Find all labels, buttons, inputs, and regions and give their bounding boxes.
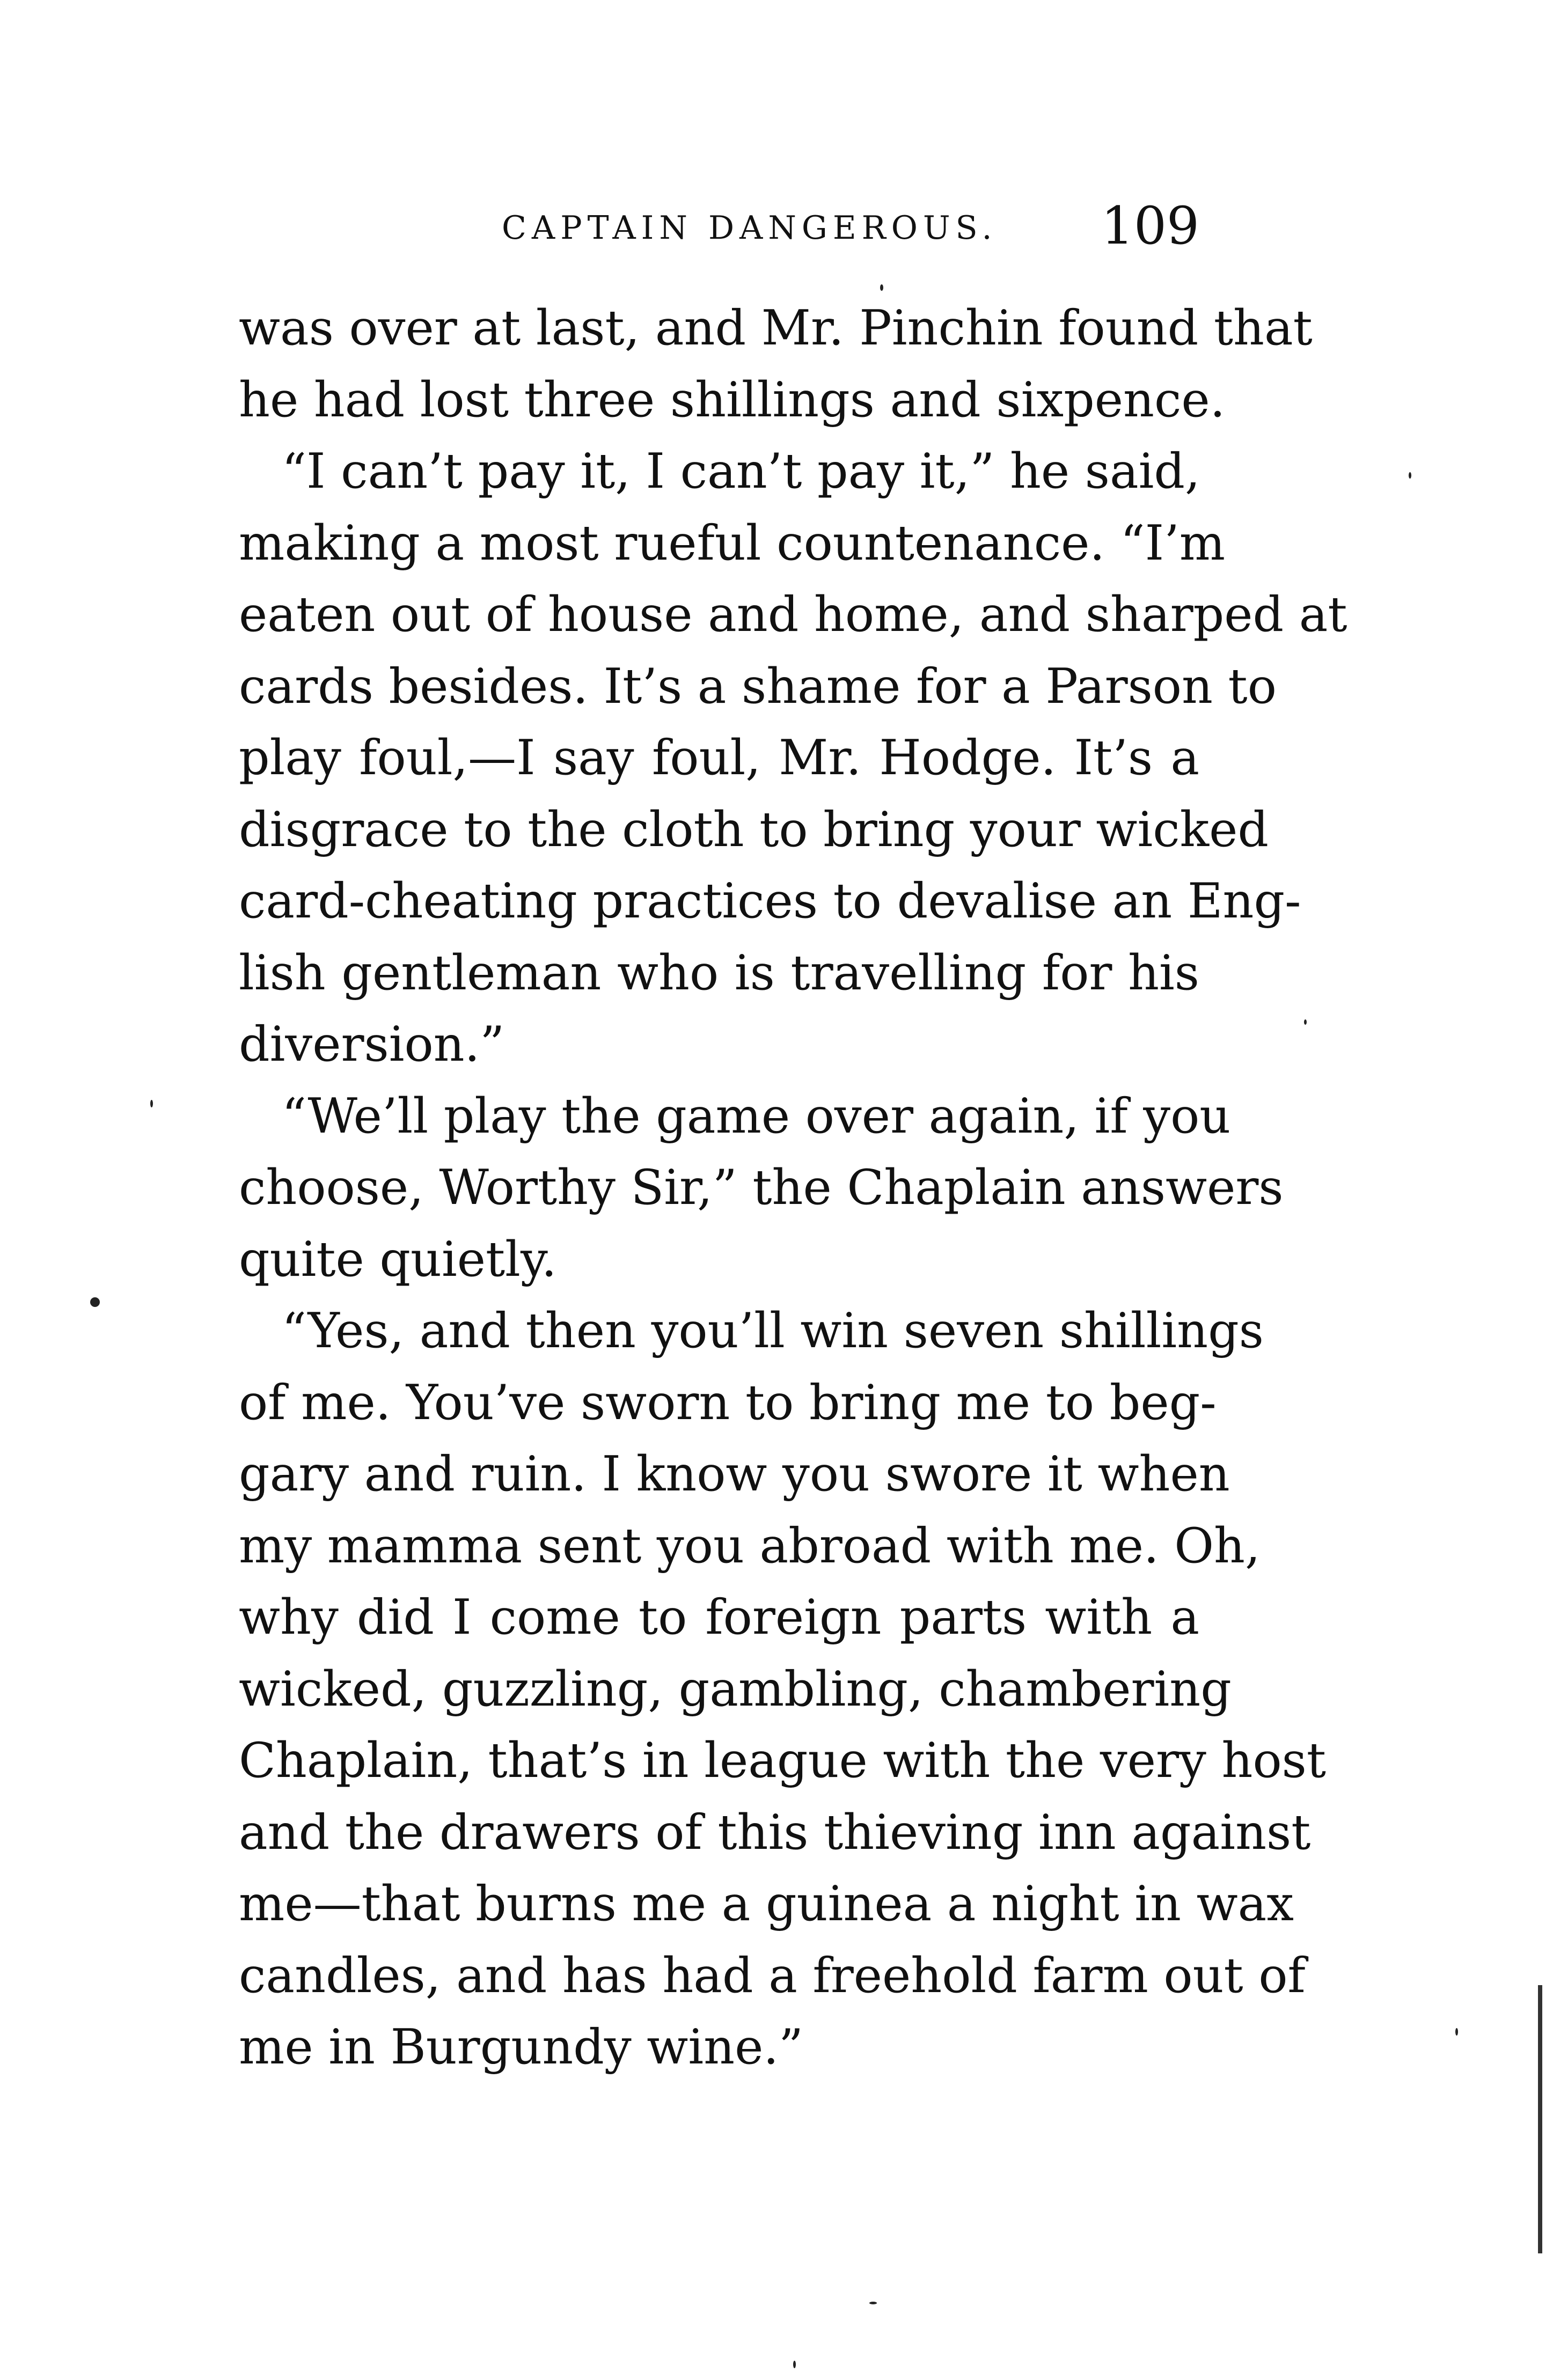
text-line: eaten out of house and home, and sharped at xyxy=(239,586,1347,643)
running-head: CAPTAIN DANGEROUS. xyxy=(502,209,998,247)
scan-speck xyxy=(1455,2028,1458,2036)
text-line: “We’ll play the game over again, if you xyxy=(282,1088,1231,1144)
scan-speck xyxy=(150,1100,153,1107)
text-line: why did I come to foreign parts with a xyxy=(239,1589,1199,1646)
text-line: my mamma sent you abroad with me. Oh, xyxy=(239,1517,1261,1574)
text-line: me—that burns me a guinea a night in wax xyxy=(239,1876,1294,1932)
scan-speck xyxy=(793,2361,796,2368)
text-line: he had lost three shillings and sixpence. xyxy=(239,371,1226,428)
text-line: making a most rueful countenance. “I’m xyxy=(239,515,1226,571)
text-line: lish gentleman who is travelling for his xyxy=(239,944,1199,1001)
text-line: me in Burgundy wine.” xyxy=(239,2019,803,2075)
text-line: of me. You’ve sworn to bring me to beg- xyxy=(239,1374,1217,1431)
scan-speck xyxy=(869,2302,877,2304)
text-line: wicked, guzzling, gambling, chambering xyxy=(239,1661,1232,1717)
text-line: Chaplain, that’s in league with the very host xyxy=(239,1732,1327,1789)
text-line: disgrace to the cloth to bring your wicked xyxy=(239,801,1269,858)
page-edge-shadow xyxy=(1538,1985,1542,2253)
text-line: cards besides. It’s a shame for a Parson to xyxy=(239,658,1277,715)
scan-speck xyxy=(1409,472,1411,479)
page-number: 109 xyxy=(1101,196,1199,256)
body-text xyxy=(239,292,1347,2083)
scan-speck xyxy=(1304,1019,1307,1025)
text-line: and the drawers of this thieving inn against xyxy=(239,1804,1311,1861)
text-line: gary and ruin. I know you swore it when xyxy=(239,1446,1230,1502)
page-header xyxy=(239,185,1199,260)
text-line: choose, Worthy Sir,” the Chaplain answers xyxy=(239,1159,1284,1216)
scan-speck xyxy=(90,1297,100,1307)
text-line: candles, and has had a freehold farm out of xyxy=(239,1947,1306,2004)
text-line: play foul,—I say foul, Mr. Hodge. It’s a xyxy=(239,730,1199,786)
text-line: “I can’t pay it, I can’t pay it,” he said, xyxy=(282,443,1200,499)
text-line: card-cheating practices to devalise an Eng- xyxy=(239,873,1301,929)
text-line: diversion.” xyxy=(239,1016,505,1073)
text-line: quite quietly. xyxy=(239,1231,557,1288)
text-line: was over at last, and Mr. Pinchin found that xyxy=(239,300,1313,356)
text-line: “Yes, and then you’ll win seven shillings xyxy=(282,1303,1264,1359)
scan-speck xyxy=(880,284,883,291)
